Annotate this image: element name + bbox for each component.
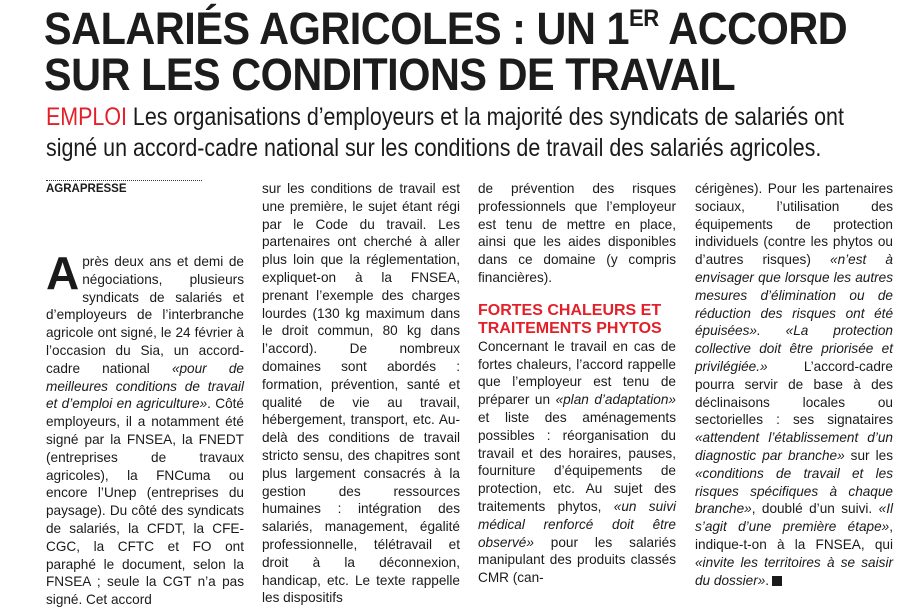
quote: «un suivi médical renforcé doit être observé» <box>478 498 677 550</box>
body-text: près deux ans et demi de négociations, plusieurs syndicats de salariés et d’employeurs de l’interbranche agricole ont signé, le 24 février à l’occasion du Sia, un accord-cadre national <box>46 254 244 376</box>
headline <box>44 3 848 100</box>
standfirst <box>46 102 844 164</box>
quote: «plan d’adaptation» <box>555 392 676 408</box>
body-text: , doublé d’un suivi. <box>751 501 879 517</box>
body-text: cérigènes). Pour les partenaires sociaux, l’utilisation des équipements de protection individuels (contre les phytos ou d’autres risques) <box>695 181 893 268</box>
body-column-4 <box>695 180 893 589</box>
body-column-1 <box>46 247 244 609</box>
body-text: pour les salariés manipulant des produits classés CMR (can- <box>478 534 676 586</box>
drop-cap: A <box>46 247 80 299</box>
quote: «n’est à envisager que lorsque les autres mesures d’élimination ou de réduction des risques ont été épuisées». «La protection collective doit être priorisée et privilégiée.» <box>695 252 893 374</box>
quote: «invite les territoires à se saisir du dossier» <box>695 554 893 588</box>
body-text: Concernant le travail en cas de fortes chaleurs, l’accord rappelle que l’employeur est tenu de préparer un <box>478 338 676 408</box>
headline-line-2: SUR LES CONDITIONS DE TRAVAIL <box>44 49 736 100</box>
headline-superscript: ER <box>629 5 659 32</box>
body-text: sur les <box>844 447 893 463</box>
body-text: sur les conditions de travail est une première, le sujet étant régi par le Code du travail. Les partenaires ont cherché à aller plus loin que la réglementation, expliquet-on à la FNSEA, prenant l’exemple des charges lourdes (130 kg maximum dans le droit commun, 80 kg dans l’accord). De nombreux domaines sont abordés : formation, prévention, santé et qualité de vie au travail, hébergement, transport, etc. Au-delà des conditions de travail stricto sensu, des chapitres sont plus largement consacrés à la gestion des ressources humaines : intégration des salariés, management, égalité professionnelle, télétravail et droit à la déconnexion, handicap, etc. Le texte rappelle les dispositifs <box>262 181 460 606</box>
body-text: et liste des aménagements possibles : réorganisation du travail et des horaires, pauses, fourniture d’équipements de protection, etc. Au sujet des traitements phytos, <box>478 409 676 514</box>
body-text: L’accord-cadre pourra servir de base à des déclinaisons locales ou sectorielles : ses signataires <box>695 358 893 428</box>
body-text: . <box>765 572 770 588</box>
quote: «conditions de travail et les risques spécifiques à chaque branche» <box>695 465 893 517</box>
standfirst-line-2: signé un accord-cadre national sur les conditions de travail des salariés agricoles. <box>46 134 822 162</box>
body-text: , indique-t-on à la FNSEA, qui <box>695 519 893 552</box>
section-kicker: EMPLOI <box>46 103 127 131</box>
source-byline: AGRAPRESSE <box>46 180 202 195</box>
quote: «attendent l’établissement d’un diagnostic par branche» <box>695 430 893 463</box>
headline-text: SALARIÉS AGRICOLES : UN 1 <box>44 3 630 54</box>
body-column-2 <box>262 180 460 607</box>
subheading: FORTES CHALEURS ET TRAITEMENTS PHYTOS <box>478 301 662 337</box>
body-text: de prévention des risques professionnels que l’employeur est tenu de mettre en place, ainsi que les aides disponibles dans ce domaine (y compris financières). <box>478 181 676 285</box>
standfirst-line-1: Les organisations d’employeurs et la majorité des syndicats de salariés ont <box>126 103 844 131</box>
headline-text-end: ACCORD <box>658 3 848 54</box>
end-of-article-square-icon <box>772 576 782 586</box>
body-text: . Côté employeurs, il a notamment été signé par la FNSEA, la FNEDT (entreprises de travaux agricoles), la FNCuma ou encore l’Unep (entreprises du paysage). Du côté des syndicats de salariés, la CFDT, la CFE-CGC, la CFTC et FO ont paraphé le document, selon la FNSEA ; seule la CGT n’a pas signé. Cet accord <box>46 396 244 608</box>
quote: «Il s’agit d’une première étape» <box>695 501 893 535</box>
quote: «pour de meilleures conditions de travail et d’emploi en agriculture» <box>46 360 244 412</box>
body-column-3 <box>478 180 676 587</box>
